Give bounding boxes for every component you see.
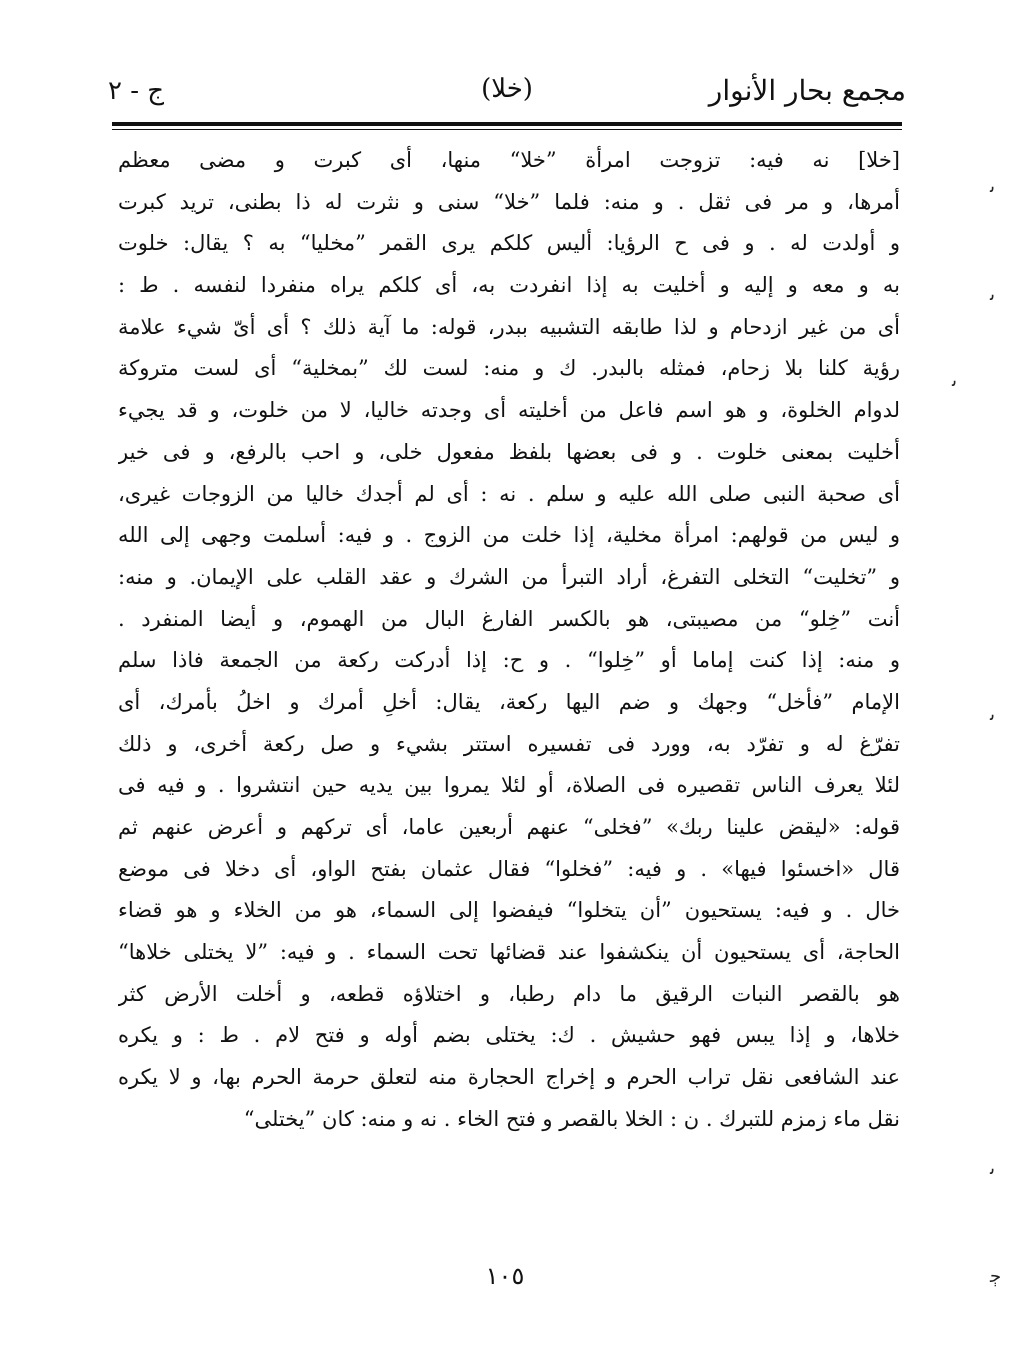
text-line: و ليس من قولهم: امرأة مخلية، إذا خلت من الزوج . و فيه: أسلمت وجهى إلى الله (118, 523, 900, 548)
text-line: [خلا] نه فيه: تزوجت امرأة ”خلا“ منها، أى كبرت و مضى معظم (118, 148, 900, 172)
text-line: قال «اخسئوا فيها» . و فيه: ”فخلوا“ فقال عثمان بفتح الواو، أى دخلا فى موضع (118, 856, 900, 881)
text-line: الحاجة، أى يستحيون أن ينكشفوا عند قضائها تحت السماء . و فيه: ”لا يختلى خلاها“ (118, 940, 900, 965)
text-line: نقل ماء زمزم للتبرك . ن : الخلا بالقصر و فتح الخاء . نه و منه: كان ”يختلى“ (243, 1106, 900, 1131)
text-line: أى من غير ازدحام و لذا طابقه التشبيه ببدر، قوله: ما آية ذلك ؟ أى أىّ شيء علامة (118, 314, 900, 339)
margin-mark: ﭴ (990, 1266, 1002, 1287)
margin-mark: ﯨ (990, 704, 996, 725)
text-line: خلاها، و إذا يبس فهو حشيش . ك: يختلى بضم أوله و فتح لام . ط : و يكره (118, 1023, 900, 1048)
text-line: لئلا يعرف الناس تقصيره فى الصلاة، أو لئلا يمروا بين يديه حين انتشروا . و فيه فى (118, 773, 900, 798)
text-line: أخليت بمعنى خلوت . و فى بعضها بلفظ مفعول خلى، و احب بالرفع، و فى خير (118, 439, 900, 464)
text-line: قوله: «ليقض علينا ربك» ”فخلى“ عنهم أربعين عاما، أى تركهم و أعرض عنهم ثم (118, 815, 900, 839)
text-line: و ”تخليت“ التخلى التفرغ، أراد التبرأ من الشرك و عقد القلب على الإيمان. و منه: (118, 564, 900, 589)
text-line: تفرّغ له و تفرّد به، وورد فى تفسيره استتر بشيء و صل ركعة أخرى، و ذلك (118, 731, 900, 756)
margin-mark: ﯨ (990, 1158, 996, 1179)
text-line: به و معه و إليه و أخليت به إذا انفردت به، أى كلكم يراه منفردا لنفسه . ط : (118, 273, 900, 298)
text-line: أمرها، و مر فى ثقل . و منه: فلما ”خلا“ سنى و نثرت له ذا بطنى، تريد كبرت (118, 189, 900, 214)
text-line: رؤية كلنا بلا زحام، فمثله بالبدر. ك و منه: لست لك ”بمخلية“ أى لست متروكة (118, 356, 900, 381)
text-line: و أولدت له . و فى ح الرؤيا: أليس كلكم يرى القمر ”مخليا“ به ؟ يقال: خلوت (118, 231, 900, 256)
margin-mark: ﯨ (990, 284, 996, 305)
text-line: هو بالقصر النبات الرقيق ما دام رطبا، و اختلاؤه قطعه، و أخلت الأرض كثر (118, 981, 900, 1006)
text-line: و منه: إذا كنت إماما أو ”خِلوا“ . و ح: إذا أدركت ركعة من الجمعة فاذا سلم (118, 648, 900, 673)
dictionary-entry-text (118, 140, 900, 1141)
volume-label: ج - ٢ (108, 76, 165, 106)
text-line: عند الشافعى نقل تراب الحرم و إخراج الحجارة منه لتعلق حرمة الحرم بها، و لا يكره (118, 1065, 900, 1090)
text-line: لدوام الخلوة، و هو اسم فاعل من أخليته أى وجدته خاليا، لا من خلوت، و قد يجيء (118, 398, 900, 423)
entry-word-heading: (خلا) (481, 74, 533, 104)
text-line: خال . و فيه: يستحيون ”أن يتخلوا“ فيفضوا إلى السماء، هو من الخلاء و هو قضاء (118, 898, 900, 923)
book-title: مجمع بحار الأنوار (708, 74, 906, 107)
header-rule-thin (112, 129, 902, 130)
margin-mark: ﯨ (990, 176, 996, 197)
header-rule-thick (112, 122, 902, 126)
page-header (108, 70, 906, 120)
text-line: أنت ”خِلو“ من مصيبتى، هو بالكسر الفارغ البال من الهموم، و أيضا المنفرد . (118, 606, 900, 631)
page-number: ١٠٥ (485, 1262, 525, 1290)
margin-mark: ﯨ (952, 370, 958, 391)
text-line: أى صحبة النبى صلى الله عليه و سلم . نه : أى لم أجدك خاليا من الزوجات غيرى، (118, 481, 900, 506)
text-line: الإمام ”فأخل“ وجهك و ضم اليها ركعة، يقال: أخلِ أمرك و اخلُ بأمرك، أى (118, 689, 900, 714)
